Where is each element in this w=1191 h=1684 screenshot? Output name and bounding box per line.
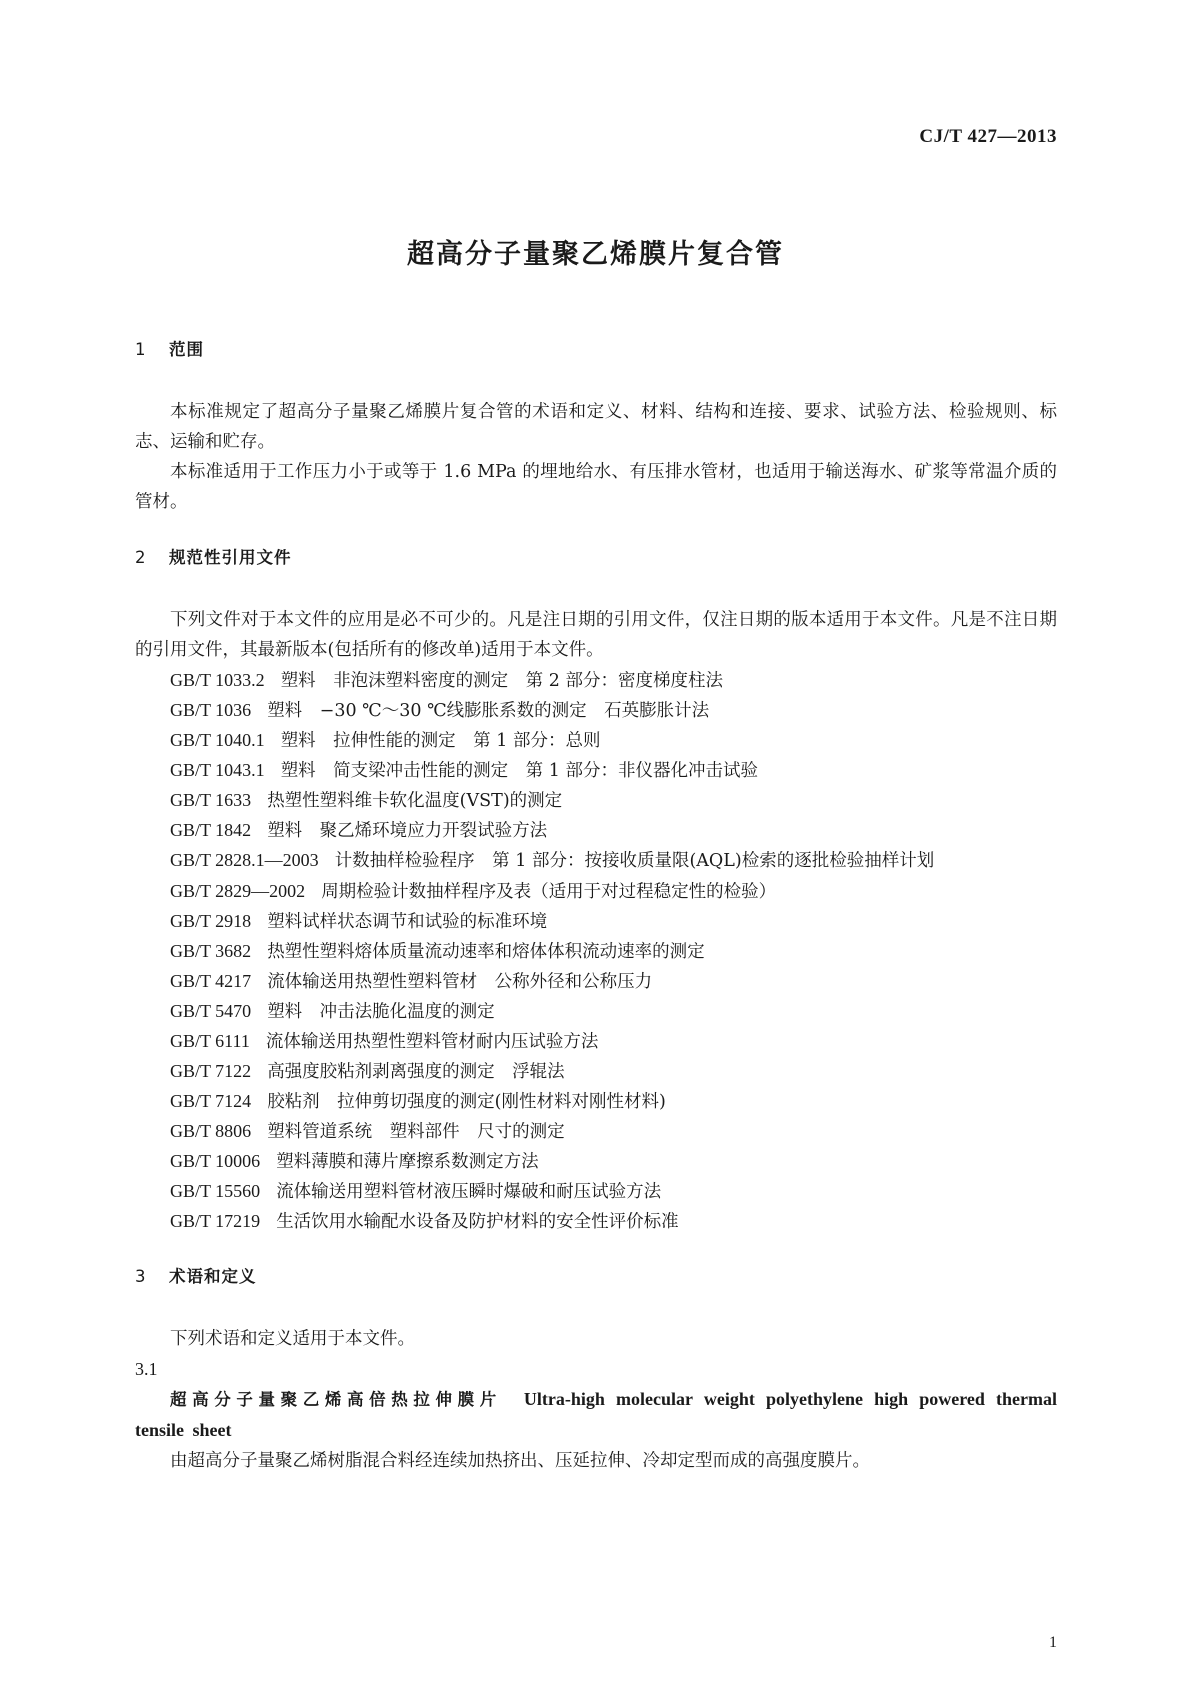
reference-code: GB/T 5470 bbox=[170, 1001, 252, 1021]
reference-item bbox=[135, 1056, 1057, 1086]
reference-name: 塑料 冲击法脆化温度的测定 bbox=[267, 1002, 495, 1022]
scope-paragraph-1: 本标准规定了超高分子量聚乙烯膜片复合管的术语和定义、材料、结构和连接、要求、试验方法、检验规则、标志、运输和贮存。 bbox=[135, 402, 1057, 452]
reference-code: GB/T 2828.1—2003 bbox=[170, 850, 319, 870]
reference-code: GB/T 2918 bbox=[170, 911, 252, 931]
reference-code: GB/T 7122 bbox=[170, 1061, 252, 1081]
page-number: 1 bbox=[1049, 1634, 1057, 1651]
section-1-number: 1 bbox=[135, 340, 147, 359]
reference-item bbox=[135, 755, 1057, 785]
reference-item bbox=[135, 695, 1057, 725]
reference-code: GB/T 1043.1 bbox=[170, 760, 265, 780]
section-1-title: 范围 bbox=[169, 340, 204, 359]
reference-name: 塑料 非泡沫塑料密度的测定 第 2 部分：密度梯度柱法 bbox=[280, 671, 723, 691]
reference-name: 塑料 −30 ℃～30 ℃线膨胀系数的测定 石英膨胀计法 bbox=[267, 701, 710, 721]
reference-name: 热塑性塑料熔体质量流动速率和熔体体积流动速率的测定 bbox=[267, 942, 705, 962]
document-body bbox=[135, 335, 1057, 1476]
reference-item bbox=[135, 996, 1057, 1026]
reference-code: GB/T 1040.1 bbox=[170, 730, 265, 750]
reference-code: GB/T 15560 bbox=[170, 1181, 261, 1201]
reference-name: 塑料管道系统 塑料部件 尺寸的测定 bbox=[267, 1122, 565, 1142]
reference-code: GB/T 10006 bbox=[170, 1151, 261, 1171]
reference-name: 胶粘剂 拉伸剪切强度的测定(刚性材料对刚性材料) bbox=[267, 1092, 666, 1112]
references-intro: 下列文件对于本文件的应用是必不可少的。凡是注日期的引用文件，仅注日期的版本适用于本文件。凡是不注日期的引用文件，其最新版本(包括所有的修改单)适用于本文件。 bbox=[135, 610, 1057, 660]
reference-item bbox=[135, 1206, 1057, 1236]
section-2-number: 2 bbox=[135, 548, 147, 567]
reference-item bbox=[135, 815, 1057, 845]
reference-item bbox=[135, 936, 1057, 966]
section-2-title: 规范性引用文件 bbox=[169, 548, 292, 567]
reference-name: 周期检验计数抽样程序及表（适用于对过程稳定性的检验） bbox=[321, 882, 777, 902]
section-2-heading bbox=[135, 543, 1057, 573]
reference-code: GB/T 2829—2002 bbox=[170, 881, 306, 901]
reference-code: GB/T 4217 bbox=[170, 971, 252, 991]
reference-name: 高强度胶粘剂剥离强度的测定 浮辊法 bbox=[267, 1062, 565, 1082]
reference-name: 塑料 简支梁冲击性能的测定 第 1 部分：非仪器化冲击试验 bbox=[280, 761, 758, 781]
reference-list bbox=[135, 665, 1057, 1236]
reference-item bbox=[135, 665, 1057, 695]
reference-item bbox=[135, 906, 1057, 936]
reference-name: 流体输送用塑料管材液压瞬时爆破和耐压试验方法 bbox=[276, 1182, 662, 1202]
reference-name: 计数抽样检验程序 第 1 部分：按接收质量限(AQL)检索的逐批检验抽样计划 bbox=[334, 851, 935, 871]
term-title-chinese: 超高分子量聚乙烯高倍热拉伸膜片 bbox=[170, 1390, 502, 1409]
reference-name: 流体输送用热塑性塑料管材 公称外径和公称压力 bbox=[267, 972, 653, 992]
reference-name: 塑料薄膜和薄片摩擦系数测定方法 bbox=[276, 1152, 539, 1172]
reference-name: 塑料试样状态调节和试验的标准环境 bbox=[267, 912, 548, 932]
terms-intro: 下列术语和定义适用于本文件。 bbox=[170, 1329, 415, 1349]
section-3-number: 3 bbox=[135, 1267, 147, 1286]
reference-name: 塑料 拉伸性能的测定 第 1 部分：总则 bbox=[280, 731, 601, 751]
scope-paragraph-2: 本标准适用于工作压力小于或等于 1.6 MPa 的埋地给水、有压排水管材，也适用于输送海水、矿浆等常温介质的管材。 bbox=[135, 462, 1057, 512]
reference-item bbox=[135, 876, 1057, 906]
reference-code: GB/T 6111 bbox=[170, 1031, 250, 1051]
reference-name: 塑料 聚乙烯环境应力开裂试验方法 bbox=[267, 821, 548, 841]
reference-item bbox=[135, 725, 1057, 755]
reference-item bbox=[135, 1146, 1057, 1176]
reference-item bbox=[135, 1116, 1057, 1146]
reference-item bbox=[135, 785, 1057, 815]
reference-item bbox=[135, 966, 1057, 996]
document-title: 超高分子量聚乙烯膜片复合管 bbox=[407, 239, 784, 270]
reference-name: 流体输送用热塑性塑料管材耐内压试验方法 bbox=[265, 1032, 599, 1052]
section-1-heading bbox=[135, 335, 1057, 365]
reference-code: GB/T 1033.2 bbox=[170, 670, 265, 690]
reference-item-wrapped bbox=[135, 845, 1057, 876]
term-number: 3.1 bbox=[135, 1359, 158, 1379]
reference-code: GB/T 7124 bbox=[170, 1091, 252, 1111]
reference-item bbox=[135, 1176, 1057, 1206]
standard-code: CJ/T 427—2013 bbox=[919, 126, 1057, 147]
reference-name: 热塑性塑料维卡软化温度(VST)的测定 bbox=[267, 791, 563, 811]
reference-code: GB/T 1036 bbox=[170, 700, 252, 720]
section-3-title: 术语和定义 bbox=[169, 1267, 257, 1286]
reference-code: GB/T 8806 bbox=[170, 1121, 252, 1141]
reference-code: GB/T 17219 bbox=[170, 1211, 261, 1231]
reference-name: 生活饮用水输配水设备及防护材料的安全性评价标准 bbox=[276, 1212, 679, 1232]
reference-code: GB/T 1842 bbox=[170, 820, 252, 840]
term-title bbox=[135, 1384, 1057, 1446]
term-definition: 由超高分子量聚乙烯树脂混合料经连续加热挤出、压延拉伸、冷却定型而成的高强度膜片。 bbox=[170, 1451, 870, 1471]
reference-item bbox=[135, 1026, 1057, 1056]
reference-item bbox=[135, 1086, 1057, 1116]
reference-code: GB/T 3682 bbox=[170, 941, 252, 961]
reference-code: GB/T 1633 bbox=[170, 790, 252, 810]
term-title-english: Ultra-high molecular weight polyethylene high powered thermal tensile sheet bbox=[135, 1389, 1057, 1440]
section-3-heading bbox=[135, 1262, 1057, 1292]
